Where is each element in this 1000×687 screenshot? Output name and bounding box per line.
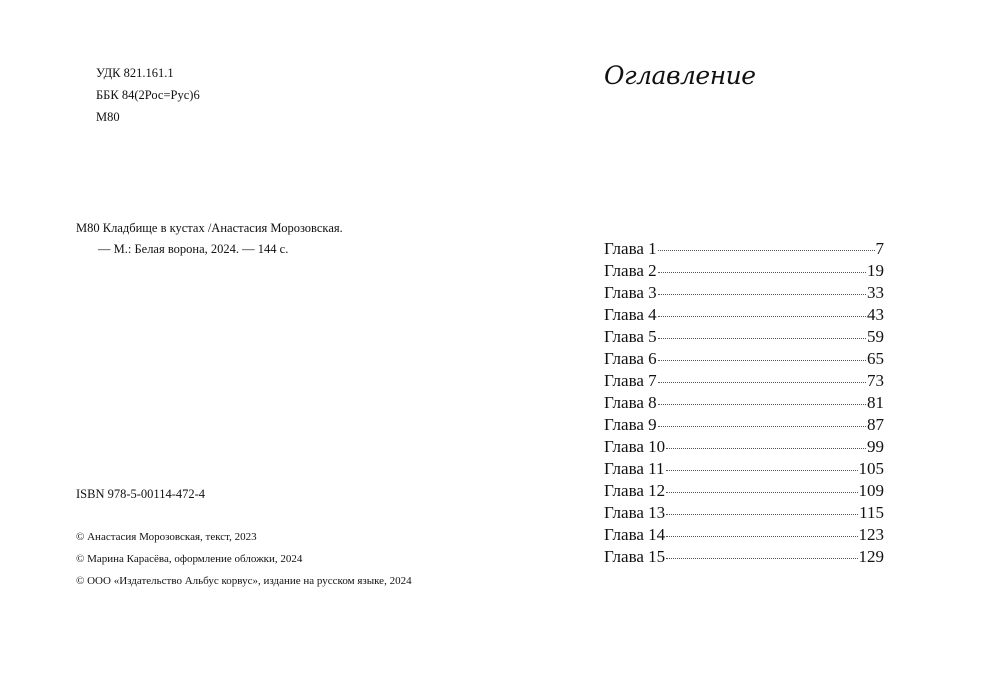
toc-entry-label: Глава 6 — [604, 349, 657, 368]
toc-title: Оглавление — [604, 61, 756, 90]
copyright-line: © ООО «Издательство Альбус корвус», издание на русском языке, 2024 — [76, 575, 412, 587]
toc-entry[interactable] — [604, 304, 884, 326]
toc-entry[interactable] — [604, 436, 884, 458]
dot-leader — [658, 316, 866, 317]
toc-entry[interactable] — [604, 370, 884, 392]
bibliographic-record-line-1: М80 Кладбище в кустах /Анастасия Морозовская. — [76, 221, 343, 235]
toc-entry[interactable] — [604, 502, 884, 524]
isbn: ISBN 978-5-00114-472-4 — [76, 487, 206, 501]
dot-leader — [658, 272, 866, 273]
dot-leader — [658, 294, 866, 295]
dot-leader — [658, 426, 866, 427]
dot-leader — [666, 536, 857, 537]
dot-leader — [658, 360, 866, 361]
toc-entry-label: Глава 13 — [604, 503, 666, 522]
toc-entry-page: 129 — [858, 547, 884, 566]
dot-leader — [666, 558, 857, 559]
toc-entry-page: 81 — [867, 393, 884, 412]
toc-entry[interactable] — [604, 546, 884, 568]
bbk-code: ББК 84(2Рос=Рус)6 — [96, 88, 200, 102]
toc-entry-label: Глава 8 — [604, 393, 657, 412]
toc-entry-label: Глава 4 — [604, 305, 657, 324]
toc-entry-page: 105 — [858, 459, 884, 478]
toc-entry-page: 43 — [867, 305, 884, 324]
toc-entry-label: Глава 10 — [604, 437, 666, 456]
toc-entry-label: Глава 3 — [604, 283, 657, 302]
dot-leader — [658, 404, 866, 405]
toc-entry-label: Глава 1 — [604, 239, 657, 258]
toc-entry-label: Глава 9 — [604, 415, 657, 434]
toc-entry[interactable] — [604, 282, 884, 304]
toc-entry-label: Глава 11 — [604, 459, 665, 478]
udk-code: УДК 821.161.1 — [96, 66, 174, 80]
toc-entry[interactable] — [604, 238, 884, 260]
toc-entry-page: 123 — [858, 525, 884, 544]
toc-entry-label: Глава 12 — [604, 481, 666, 500]
toc-entry-page: 99 — [867, 437, 884, 456]
toc-entry-page: 59 — [867, 327, 884, 346]
copyright-line: © Анастасия Морозовская, текст, 2023 — [76, 531, 257, 543]
toc-entry-label: Глава 15 — [604, 547, 666, 566]
toc-list — [604, 238, 884, 568]
toc-entry[interactable] — [604, 524, 884, 546]
dot-leader — [666, 514, 858, 515]
dot-leader — [666, 470, 858, 471]
toc-entry-page: 65 — [867, 349, 884, 368]
toc-entry[interactable] — [604, 458, 884, 480]
toc-entry-page: 109 — [858, 481, 884, 500]
toc-entry-label: Глава 7 — [604, 371, 657, 390]
toc-entry-page: 87 — [867, 415, 884, 434]
toc-entry-label: Глава 5 — [604, 327, 657, 346]
toc-entry-label: Глава 14 — [604, 525, 666, 544]
toc-entry[interactable] — [604, 480, 884, 502]
toc-entry-page: 73 — [867, 371, 884, 390]
author-mark: М80 — [96, 110, 120, 124]
toc-entry-page: 7 — [875, 239, 884, 258]
dot-leader — [658, 250, 875, 251]
toc-entry[interactable] — [604, 260, 884, 282]
toc-entry-page: 19 — [867, 261, 884, 280]
dot-leader — [666, 448, 866, 449]
toc-entry[interactable] — [604, 348, 884, 370]
copyright-line: © Марина Карасёва, оформление обложки, 2024 — [76, 553, 303, 565]
dot-leader — [658, 382, 866, 383]
toc-entry[interactable] — [604, 326, 884, 348]
toc-entry-page: 115 — [859, 503, 884, 522]
toc-entry-page: 33 — [867, 283, 884, 302]
bibliographic-record-line-2: — М.: Белая ворона, 2024. — 144 с. — [98, 242, 289, 256]
toc-entry[interactable] — [604, 414, 884, 436]
dot-leader — [666, 492, 857, 493]
table-of-contents-page — [500, 0, 1000, 687]
toc-entry-label: Глава 2 — [604, 261, 657, 280]
toc-entry[interactable] — [604, 392, 884, 414]
dot-leader — [658, 338, 866, 339]
